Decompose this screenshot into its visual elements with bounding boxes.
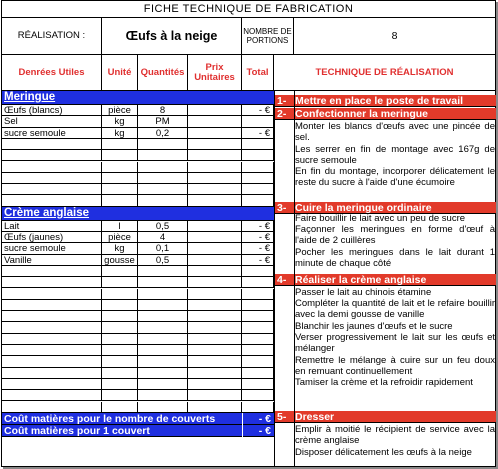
empty-row xyxy=(2,184,274,195)
col-total: Total xyxy=(242,55,274,91)
realisation-label: RÉALISATION : xyxy=(2,17,102,55)
technique-instruction: Pocher les meringues dans le lait durant 1 minute de chaque côté xyxy=(295,246,495,269)
empty-cell[interactable] xyxy=(188,390,242,400)
technique-instruction: Remettre le mélange à cuire sur un feu doux en remuant continuellement xyxy=(295,354,495,377)
empty-cell[interactable] xyxy=(102,311,138,321)
empty-cell[interactable] xyxy=(2,195,102,205)
empty-cell[interactable] xyxy=(242,266,274,276)
col-quantites: Quantités xyxy=(138,55,188,91)
empty-cell[interactable] xyxy=(102,162,138,172)
ingredient-name[interactable]: Sel xyxy=(2,116,102,126)
empty-cell[interactable] xyxy=(138,356,188,366)
empty-cell[interactable] xyxy=(188,289,242,299)
empty-cell[interactable] xyxy=(102,334,138,344)
empty-cell[interactable] xyxy=(188,379,242,389)
ingredient-quantity[interactable]: 0,1 xyxy=(138,243,188,253)
empty-row xyxy=(2,277,274,288)
empty-row xyxy=(2,266,274,277)
technique-instruction: Disposer délicatement les œufs à la neige xyxy=(295,446,472,458)
technique-instruction: En fin du montage, incorporer délicatement le reste du sucre à l'aide d'une écumoire xyxy=(295,166,495,189)
ingredient-unit-price[interactable] xyxy=(188,105,242,115)
empty-cell[interactable] xyxy=(242,289,274,299)
ingredient-total: - € xyxy=(242,128,274,138)
empty-cell[interactable] xyxy=(2,334,102,344)
recipe-sheet xyxy=(1,0,496,467)
empty-row xyxy=(2,173,274,184)
empty-cell[interactable] xyxy=(102,402,138,412)
empty-cell[interactable] xyxy=(242,150,274,160)
empty-cell[interactable] xyxy=(242,184,274,194)
empty-row xyxy=(2,356,274,367)
empty-cell[interactable] xyxy=(242,379,274,389)
empty-cell[interactable] xyxy=(242,345,274,355)
ingredient-name[interactable]: sucre semoule xyxy=(2,243,102,253)
ingredient-total xyxy=(242,116,274,126)
empty-cell[interactable] xyxy=(242,311,274,321)
empty-cell[interactable] xyxy=(138,150,188,160)
technique-instruction: Blanchir les jaunes d'œufs et le sucre xyxy=(295,320,453,332)
technique-instruction: Les serrer en fin de montage avec 167g de sucre semoule xyxy=(295,143,495,166)
empty-cell[interactable] xyxy=(138,289,188,299)
step-number: 5- xyxy=(277,411,287,423)
technique-step-header xyxy=(275,274,496,286)
ingredient-unit-price[interactable] xyxy=(188,255,242,265)
empty-cell[interactable] xyxy=(2,277,102,287)
empty-cell[interactable] xyxy=(188,356,242,366)
ingredient-row xyxy=(2,232,274,243)
step-title: Confectionner la meringue xyxy=(295,108,429,120)
empty-cell[interactable] xyxy=(242,173,274,183)
ingredient-quantity[interactable]: PM xyxy=(138,116,188,126)
technique-instruction: Monter les blancs d'œufs avec une pincée de sel. xyxy=(295,121,495,143)
technique-instruction: Tamiser la crème et la refroidir rapidement xyxy=(295,377,473,389)
empty-cell[interactable] xyxy=(102,150,138,160)
step-number: 1- xyxy=(277,95,287,107)
empty-cell[interactable] xyxy=(188,277,242,287)
empty-row xyxy=(2,402,274,413)
ingredient-unit-price[interactable] xyxy=(188,128,242,138)
ingredient-row xyxy=(2,128,274,139)
empty-cell[interactable] xyxy=(188,334,242,344)
empty-cell[interactable] xyxy=(138,277,188,287)
technique-instruction: Passer le lait au chinois étamine xyxy=(295,287,432,298)
empty-cell[interactable] xyxy=(2,368,102,378)
empty-cell[interactable] xyxy=(2,150,102,160)
empty-cell[interactable] xyxy=(242,195,274,205)
empty-row xyxy=(2,390,274,401)
empty-cell[interactable] xyxy=(138,300,188,310)
step-number: 4- xyxy=(277,274,287,286)
empty-row xyxy=(2,300,274,311)
empty-cell[interactable] xyxy=(2,162,102,172)
ingredient-unit[interactable]: kg xyxy=(102,116,138,126)
ingredient-quantity[interactable]: 8 xyxy=(138,105,188,115)
ingredient-total: - € xyxy=(242,243,274,253)
ingredient-row xyxy=(2,221,274,232)
empty-cell[interactable] xyxy=(138,184,188,194)
empty-row xyxy=(2,289,274,300)
empty-cell[interactable] xyxy=(2,289,102,299)
empty-cell[interactable] xyxy=(102,345,138,355)
empty-cell[interactable] xyxy=(138,173,188,183)
section-title: Crème anglaise xyxy=(4,206,90,219)
technique-instruction: Compléter la quantité de lait et le refaire bouillir avec la demi gousse de vanille xyxy=(295,298,495,321)
col-denrees: Denrées Utiles xyxy=(2,55,102,91)
empty-cell[interactable] xyxy=(242,139,274,149)
empty-row xyxy=(2,368,274,379)
section-header xyxy=(2,91,274,105)
section-title: Meringue xyxy=(4,91,56,103)
technique-step-header xyxy=(275,108,496,120)
empty-cell[interactable] xyxy=(138,379,188,389)
empty-cell[interactable] xyxy=(2,139,102,149)
empty-cell[interactable] xyxy=(2,184,102,194)
ingredient-row xyxy=(2,243,274,254)
empty-cell[interactable] xyxy=(188,402,242,412)
sheet-title: FICHE TECHNIQUE DE FABRICATION xyxy=(2,1,495,18)
empty-cell[interactable] xyxy=(138,195,188,205)
empty-row xyxy=(2,162,274,173)
cost-label: Coût matières pour le nombre de couverts xyxy=(4,412,216,425)
empty-cell[interactable] xyxy=(188,300,242,310)
empty-cell[interactable] xyxy=(102,289,138,299)
empty-cell[interactable] xyxy=(138,311,188,321)
ingredient-name[interactable]: Œufs (jaunes) xyxy=(2,232,102,242)
col-unite: Unité xyxy=(102,55,138,91)
ingredient-total: - € xyxy=(242,232,274,242)
ingredient-quantity[interactable]: 0,5 xyxy=(138,221,188,231)
empty-cell[interactable] xyxy=(138,266,188,276)
empty-cell[interactable] xyxy=(102,184,138,194)
empty-row xyxy=(2,311,274,322)
empty-cell[interactable] xyxy=(138,139,188,149)
ingredient-total: - € xyxy=(242,255,274,265)
technique-instruction: Façonner les meringues en forme d'œuf à l'aide de 2 cuillères xyxy=(295,224,495,247)
empty-cell[interactable] xyxy=(188,266,242,276)
ingredient-quantity[interactable]: 0,5 xyxy=(138,255,188,265)
empty-cell[interactable] xyxy=(188,139,242,149)
empty-cell[interactable] xyxy=(138,390,188,400)
ingredient-row xyxy=(2,255,274,266)
ingredient-row xyxy=(2,116,274,127)
empty-cell[interactable] xyxy=(102,277,138,287)
recipe-name[interactable]: Œufs à la neige xyxy=(102,17,242,55)
empty-row xyxy=(2,345,274,356)
empty-cell[interactable] xyxy=(102,322,138,332)
technique-instruction: Emplir à moitié le récipient de service avec la crème anglaise xyxy=(295,424,495,446)
empty-cell[interactable] xyxy=(138,162,188,172)
empty-cell[interactable] xyxy=(138,402,188,412)
technique-step-header xyxy=(275,95,496,107)
empty-cell[interactable] xyxy=(2,300,102,310)
ingredient-unit[interactable]: l xyxy=(102,221,138,231)
empty-cell[interactable] xyxy=(188,311,242,321)
section-header xyxy=(2,207,274,221)
empty-cell[interactable] xyxy=(242,162,274,172)
empty-cell[interactable] xyxy=(188,162,242,172)
ingredient-total: - € xyxy=(242,105,274,115)
empty-cell[interactable] xyxy=(242,368,274,378)
ingredient-quantity[interactable]: 4 xyxy=(138,232,188,242)
empty-row xyxy=(2,139,274,150)
col-technique: TECHNIQUE DE RÉALISATION xyxy=(274,55,495,91)
empty-cell[interactable] xyxy=(188,368,242,378)
step-title: Dresser xyxy=(295,411,335,423)
empty-cell[interactable] xyxy=(102,390,138,400)
portions-value[interactable]: 8 xyxy=(294,17,495,55)
technique-step-header xyxy=(275,411,496,423)
empty-cell[interactable] xyxy=(188,173,242,183)
ingredient-quantity[interactable]: 0,2 xyxy=(138,128,188,138)
empty-cell[interactable] xyxy=(102,266,138,276)
empty-cell[interactable] xyxy=(102,195,138,205)
empty-cell[interactable] xyxy=(102,356,138,366)
empty-cell[interactable] xyxy=(188,195,242,205)
ingredient-unit[interactable]: gousse xyxy=(102,255,138,265)
empty-row xyxy=(2,379,274,390)
empty-cell[interactable] xyxy=(2,356,102,366)
step-title: Mettre en place le poste de travail xyxy=(295,95,464,107)
step-number: 3- xyxy=(277,202,287,214)
col-prix: Prix Unitaires xyxy=(188,55,242,91)
empty-cell[interactable] xyxy=(242,334,274,344)
ingredient-unit-price[interactable] xyxy=(188,243,242,253)
ingredient-unit-price[interactable] xyxy=(188,221,242,231)
ingredient-unit[interactable]: kg xyxy=(102,128,138,138)
ingredient-name[interactable]: sucre semoule xyxy=(2,128,102,138)
empty-cell[interactable] xyxy=(138,368,188,378)
empty-cell[interactable] xyxy=(242,300,274,310)
cost-one-cover-row xyxy=(2,425,274,437)
ingredient-total: - € xyxy=(242,221,274,231)
empty-cell[interactable] xyxy=(2,322,102,332)
empty-cell[interactable] xyxy=(2,173,102,183)
empty-cell[interactable] xyxy=(2,311,102,321)
step-title: Cuire la meringue ordinaire xyxy=(295,202,432,214)
cost-value: - € xyxy=(242,413,274,425)
empty-row xyxy=(2,322,274,333)
empty-cell[interactable] xyxy=(138,334,188,344)
empty-row xyxy=(2,195,274,206)
ingredient-unit-price[interactable] xyxy=(188,116,242,126)
ingredient-name[interactable]: Œufs (blancs) xyxy=(2,105,102,115)
empty-cell[interactable] xyxy=(2,402,102,412)
ingredient-row xyxy=(2,105,274,116)
technique-column xyxy=(274,91,495,467)
empty-cell[interactable] xyxy=(102,139,138,149)
empty-cell[interactable] xyxy=(188,345,242,355)
empty-cell[interactable] xyxy=(2,390,102,400)
empty-cell[interactable] xyxy=(102,368,138,378)
empty-cell[interactable] xyxy=(242,277,274,287)
step-title: Réaliser la crème anglaise xyxy=(295,274,427,286)
step-number-column xyxy=(275,91,295,467)
cost-value: - € xyxy=(242,425,274,437)
empty-cell[interactable] xyxy=(242,356,274,366)
ingredient-name[interactable]: Lait xyxy=(2,221,102,231)
empty-cell[interactable] xyxy=(102,173,138,183)
empty-cell[interactable] xyxy=(242,322,274,332)
ingredient-unit-price[interactable] xyxy=(188,232,242,242)
empty-cell[interactable] xyxy=(242,390,274,400)
empty-cell[interactable] xyxy=(138,322,188,332)
step-number: 2- xyxy=(277,108,287,120)
empty-row xyxy=(2,150,274,161)
empty-cell[interactable] xyxy=(242,402,274,412)
ingredient-unit[interactable]: kg xyxy=(102,243,138,253)
empty-cell[interactable] xyxy=(102,379,138,389)
ingredient-name[interactable]: Vanille xyxy=(2,255,102,265)
empty-cell[interactable] xyxy=(2,266,102,276)
technique-instruction: Verser progressivement le lait sur les œufs et mélanger xyxy=(295,332,495,355)
cost-all-covers-row xyxy=(2,413,274,425)
empty-cell[interactable] xyxy=(2,345,102,355)
empty-cell[interactable] xyxy=(188,322,242,332)
technique-instruction: Faire bouillir le lait avec un peu de sucre xyxy=(295,213,466,224)
empty-cell[interactable] xyxy=(188,184,242,194)
ingredient-unit[interactable]: pièce xyxy=(102,105,138,115)
empty-row xyxy=(2,334,274,345)
portions-label: NOMBRE DE PORTIONS xyxy=(242,17,294,55)
empty-cell[interactable] xyxy=(188,150,242,160)
empty-cell[interactable] xyxy=(138,345,188,355)
ingredient-unit[interactable]: pièce xyxy=(102,232,138,242)
empty-cell[interactable] xyxy=(2,379,102,389)
cost-label: Coût matières pour 1 couvert xyxy=(4,424,150,437)
empty-cell[interactable] xyxy=(102,300,138,310)
